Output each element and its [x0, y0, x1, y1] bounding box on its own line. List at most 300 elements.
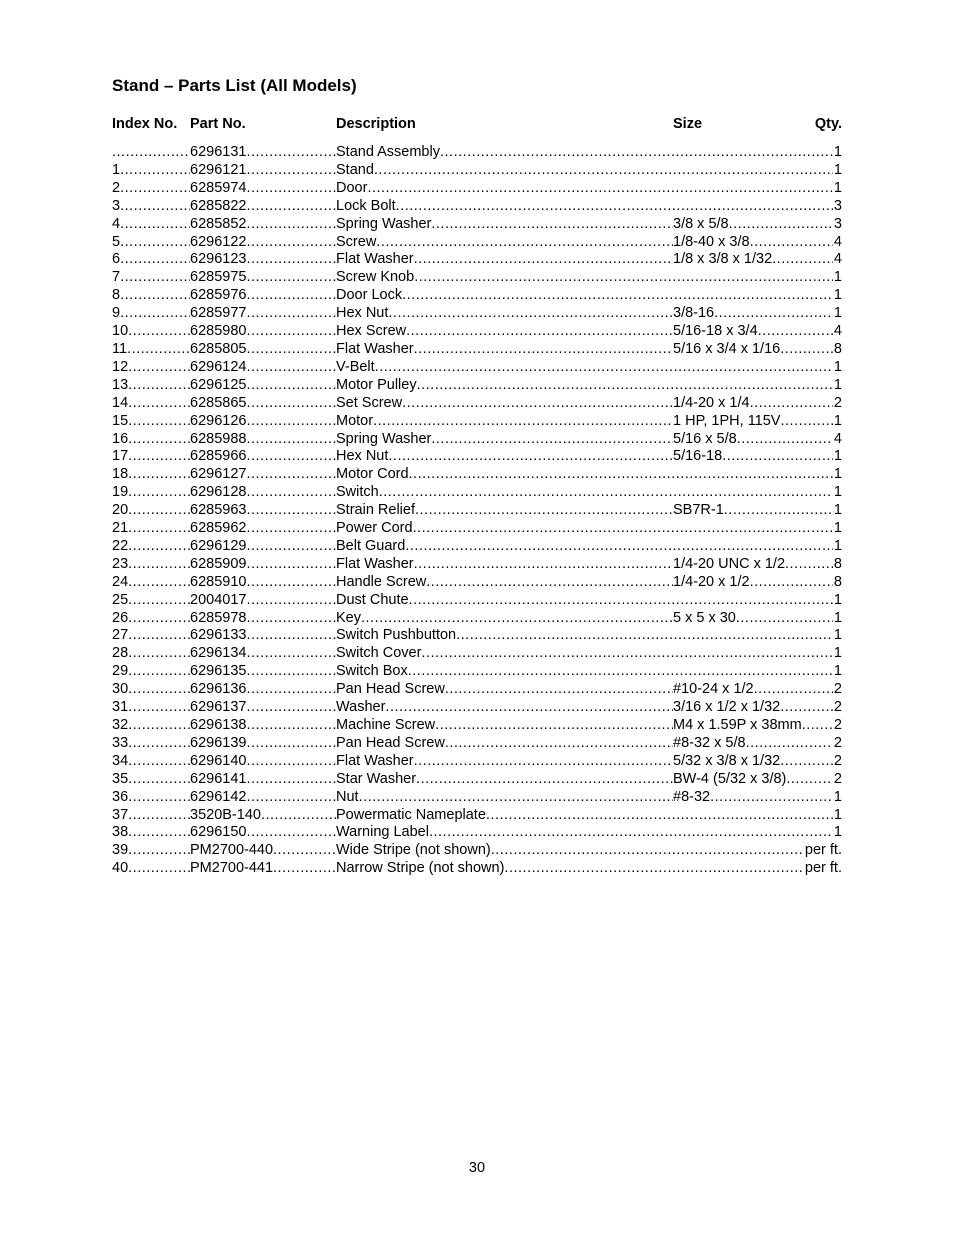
table-row — [112, 556, 842, 574]
index-number: 30 — [112, 681, 129, 698]
part-description-cell — [336, 180, 842, 198]
part-size: SB7R-1 — [673, 502, 724, 519]
table-row — [112, 198, 842, 216]
index-number-cell — [112, 234, 190, 252]
dot-leader — [388, 305, 673, 323]
index-number-cell — [112, 431, 190, 449]
part-size-cell — [673, 341, 842, 359]
dot-leader — [128, 359, 190, 377]
part-number-cell — [190, 341, 336, 359]
part-description-cell — [336, 860, 842, 878]
dot-leader — [414, 341, 673, 359]
dot-leader — [128, 842, 190, 860]
dot-leader — [128, 377, 190, 395]
index-number-cell — [112, 287, 190, 305]
part-qty: 1 — [833, 179, 842, 196]
part-description-cell — [336, 735, 673, 753]
part-number-cell — [190, 448, 336, 466]
index-number-cell — [112, 466, 190, 484]
index-number-cell — [112, 735, 190, 753]
part-number: 6296138 — [190, 717, 247, 733]
part-column-header: Part No. — [190, 116, 246, 132]
dot-leader — [120, 198, 190, 216]
part-description-cell — [336, 484, 842, 502]
part-description: Flat Washer — [336, 251, 414, 268]
part-number: 6285974 — [190, 179, 247, 196]
dot-leader — [128, 502, 190, 520]
part-description-cell — [336, 413, 673, 431]
part-size-cell — [673, 413, 842, 431]
part-number: 6296121 — [190, 161, 247, 178]
dot-leader — [112, 144, 190, 162]
dot-leader — [746, 735, 842, 753]
part-number-cell — [190, 323, 336, 341]
dot-leader — [374, 162, 842, 180]
index-number: 31 — [112, 699, 129, 716]
index-number: 25 — [112, 591, 129, 608]
part-number-cell — [190, 753, 336, 771]
part-number: 6296129 — [190, 537, 247, 554]
part-description-cell — [336, 341, 673, 359]
part-number-cell — [190, 413, 336, 431]
part-description-cell — [336, 842, 842, 860]
part-description: Hex Screw — [336, 323, 407, 340]
part-number: 6285966 — [190, 448, 247, 465]
part-size-cell — [673, 234, 842, 252]
part-description-cell — [336, 753, 673, 771]
part-number-cell — [190, 627, 336, 645]
dot-leader — [435, 717, 673, 735]
part-number-cell — [190, 860, 336, 878]
table-row — [112, 538, 842, 556]
index-number-cell — [112, 502, 190, 520]
part-description: Screw Knob — [336, 269, 415, 286]
index-number-cell — [112, 198, 190, 216]
dot-leader — [246, 824, 336, 842]
part-number-cell — [190, 269, 336, 287]
dot-leader — [120, 305, 190, 323]
dot-leader — [405, 538, 842, 556]
dot-leader — [120, 180, 190, 198]
part-description-cell — [336, 395, 673, 413]
part-description-cell — [336, 520, 842, 538]
dot-leader — [120, 269, 190, 287]
part-description: Strain Relief — [336, 502, 415, 519]
part-number: 6296128 — [190, 484, 247, 501]
part-description: Powermatic Nameplate — [336, 806, 486, 823]
dot-leader — [246, 251, 336, 269]
part-number-cell — [190, 234, 336, 252]
part-number: 6285909 — [190, 555, 247, 572]
dot-leader — [246, 789, 336, 807]
dot-leader — [246, 162, 336, 180]
part-description-cell — [336, 502, 673, 520]
table-row — [112, 860, 842, 878]
part-number: 6285976 — [190, 287, 247, 304]
dot-leader — [429, 824, 842, 842]
dot-leader — [128, 574, 190, 592]
dot-leader — [246, 645, 336, 663]
table-row — [112, 287, 842, 305]
part-size: #10-24 x 1/2 — [673, 681, 754, 698]
table-row — [112, 842, 842, 860]
part-description: Spring Washer — [336, 215, 432, 232]
index-number-cell — [112, 377, 190, 395]
index-number: 37 — [112, 806, 129, 823]
part-qty: 2 — [833, 394, 842, 411]
part-number: 6285865 — [190, 394, 247, 411]
part-description: Pan Head Screw — [336, 734, 445, 751]
dot-leader — [246, 592, 336, 610]
dot-leader — [246, 502, 336, 520]
part-number-cell — [190, 520, 336, 538]
dot-leader — [128, 771, 190, 789]
dot-leader — [246, 627, 336, 645]
part-number: 6296135 — [190, 663, 247, 680]
part-number: 6296131 — [190, 144, 247, 160]
part-size-cell — [673, 771, 842, 789]
table-row — [112, 610, 842, 628]
dot-leader — [246, 377, 336, 395]
dot-leader — [128, 645, 190, 663]
part-description-cell — [336, 466, 842, 484]
part-qty: 1 — [833, 609, 842, 626]
dot-leader — [120, 287, 190, 305]
dot-leader — [246, 359, 336, 377]
table-row — [112, 753, 842, 771]
part-description: Hex Nut — [336, 305, 389, 322]
part-number: 6296150 — [190, 824, 247, 841]
dot-leader — [431, 431, 673, 449]
dot-leader — [456, 627, 842, 645]
index-number-cell — [112, 269, 190, 287]
dot-leader — [736, 610, 842, 628]
part-size-cell — [673, 502, 842, 520]
part-size: 1/4-20 x 1/2 — [673, 573, 750, 590]
part-size-cell — [673, 789, 842, 807]
index-number: 17 — [112, 448, 129, 465]
part-description-cell — [336, 162, 842, 180]
part-description: Motor Pulley — [336, 376, 417, 393]
dot-leader — [128, 681, 190, 699]
index-number-cell — [112, 323, 190, 341]
dot-leader — [128, 323, 190, 341]
index-number-cell — [112, 592, 190, 610]
index-number: 11 — [112, 340, 128, 357]
description-column-header: Description — [336, 116, 416, 132]
dot-leader — [486, 807, 842, 825]
index-number-cell — [112, 842, 190, 860]
dot-leader — [402, 287, 842, 305]
part-description-cell — [336, 574, 673, 592]
dot-leader — [750, 574, 842, 592]
part-number: 6296126 — [190, 412, 247, 429]
dot-leader — [724, 502, 842, 520]
part-number-cell — [190, 735, 336, 753]
part-number: 6296141 — [190, 770, 247, 787]
part-size: 5/16-18 — [673, 448, 723, 465]
dot-leader — [440, 144, 842, 162]
part-size-cell — [673, 681, 842, 699]
part-description: Flat Washer — [336, 555, 414, 572]
part-number-cell — [190, 842, 336, 860]
index-number-cell — [112, 753, 190, 771]
qty-column-header: Qty. — [814, 116, 842, 132]
index-number: 2 — [112, 179, 121, 196]
part-number: 6285978 — [190, 609, 247, 626]
dot-leader — [246, 448, 336, 466]
dot-leader — [246, 735, 336, 753]
index-number-cell — [112, 681, 190, 699]
dot-leader — [426, 574, 673, 592]
part-number-cell — [190, 717, 336, 735]
dot-leader — [246, 305, 336, 323]
table-row — [112, 771, 842, 789]
dot-leader — [491, 842, 842, 860]
part-number-cell — [190, 538, 336, 556]
dot-leader — [128, 735, 190, 753]
index-number: 9 — [112, 305, 121, 322]
part-description: Key — [336, 609, 361, 626]
dot-leader — [128, 824, 190, 842]
dot-leader — [128, 627, 190, 645]
part-description: Lock Bolt — [336, 197, 396, 214]
dot-leader — [445, 735, 673, 753]
dot-leader — [409, 466, 842, 484]
dot-leader — [246, 269, 336, 287]
part-size: 1/8-40 x 3/8 — [673, 233, 750, 250]
part-qty: 1 — [833, 466, 842, 483]
index-number: 10 — [112, 323, 129, 340]
index-number: 24 — [112, 573, 129, 590]
dot-leader — [246, 538, 336, 556]
dot-leader — [128, 789, 190, 807]
part-number-cell — [190, 377, 336, 395]
part-number-cell — [190, 198, 336, 216]
part-size-cell — [673, 251, 842, 269]
part-number: 3520B-140 — [190, 806, 261, 823]
index-number-cell — [112, 359, 190, 377]
dot-leader — [361, 610, 673, 628]
part-qty: 4 — [833, 251, 842, 268]
part-description: Star Washer — [336, 770, 417, 787]
part-size: 3/16 x 1/2 x 1/32 — [673, 699, 781, 716]
part-description-cell — [336, 269, 842, 287]
part-number-cell — [190, 305, 336, 323]
part-number: 6285988 — [190, 430, 247, 447]
table-row — [112, 789, 842, 807]
part-description: Belt Guard — [336, 537, 406, 554]
part-qty: 2 — [833, 752, 842, 769]
part-description-cell — [336, 216, 673, 234]
part-size-cell — [673, 610, 842, 628]
dot-leader — [273, 842, 336, 860]
part-size-cell — [673, 574, 842, 592]
part-description: Motor — [336, 412, 374, 429]
part-qty: 1 — [833, 358, 842, 375]
dot-leader — [421, 645, 842, 663]
part-description: Stand Assembly — [336, 144, 440, 160]
part-size: 1/8 x 3/8 x 1/32 — [673, 251, 773, 268]
index-number-cell — [112, 610, 190, 628]
part-description-cell — [336, 377, 842, 395]
part-size-cell — [673, 753, 842, 771]
table-row — [112, 574, 842, 592]
dot-leader — [246, 574, 336, 592]
part-description: Hex Nut — [336, 448, 389, 465]
part-number-cell — [190, 574, 336, 592]
index-number-cell — [112, 789, 190, 807]
index-number-cell — [112, 771, 190, 789]
dot-leader — [128, 699, 190, 717]
dot-leader — [246, 699, 336, 717]
dot-leader — [246, 431, 336, 449]
part-qty: 1 — [833, 412, 842, 429]
part-description: Flat Washer — [336, 752, 414, 769]
index-number-cell — [112, 144, 190, 162]
dot-leader — [445, 681, 673, 699]
index-number-cell — [112, 860, 190, 878]
dot-leader — [128, 556, 190, 574]
table-row — [112, 359, 842, 377]
part-description: Stand — [336, 161, 374, 178]
index-number: 20 — [112, 502, 129, 519]
part-size: 3/8-16 — [673, 305, 715, 322]
dot-leader — [737, 431, 842, 449]
part-description-cell — [336, 287, 842, 305]
dot-leader — [261, 807, 336, 825]
part-qty: 1 — [833, 484, 842, 501]
dot-leader — [414, 269, 842, 287]
part-qty: 8 — [833, 573, 842, 590]
dot-leader — [409, 592, 842, 610]
dot-leader — [710, 789, 842, 807]
part-number: 6296127 — [190, 466, 247, 483]
part-qty: 3 — [833, 215, 842, 232]
part-number: 6296134 — [190, 645, 247, 662]
index-number: 23 — [112, 555, 129, 572]
table-row — [112, 448, 842, 466]
parts-list-header — [112, 116, 842, 134]
dot-leader — [714, 305, 842, 323]
dot-leader — [128, 413, 190, 431]
index-number: 3 — [112, 197, 121, 214]
part-description-cell — [336, 448, 673, 466]
part-description-cell — [336, 431, 673, 449]
index-number: 40 — [112, 860, 129, 877]
part-number-cell — [190, 824, 336, 842]
table-row — [112, 735, 842, 753]
part-description: Wide Stripe (not shown) — [336, 842, 491, 859]
dot-leader — [246, 484, 336, 502]
dot-leader — [246, 520, 336, 538]
dot-leader — [128, 395, 190, 413]
index-number: 28 — [112, 645, 129, 662]
table-row — [112, 341, 842, 359]
part-number: 6296125 — [190, 376, 247, 393]
part-description: Nut — [336, 788, 359, 805]
index-number-cell — [112, 556, 190, 574]
parts-list — [112, 144, 842, 878]
part-description: Set Screw — [336, 394, 403, 411]
index-number: 16 — [112, 430, 129, 447]
index-number-cell — [112, 663, 190, 681]
part-number-cell — [190, 395, 336, 413]
index-number: 19 — [112, 484, 129, 501]
index-number: 12 — [112, 358, 129, 375]
part-description-cell — [336, 538, 842, 556]
table-row — [112, 807, 842, 825]
dot-leader — [246, 180, 336, 198]
dot-leader — [246, 681, 336, 699]
part-description-cell — [336, 234, 673, 252]
part-description-cell — [336, 824, 842, 842]
part-number: 6296124 — [190, 358, 247, 375]
part-number: 6296140 — [190, 752, 247, 769]
part-description: Washer — [336, 699, 386, 716]
part-description-cell — [336, 305, 673, 323]
index-number-cell — [112, 717, 190, 735]
part-number-cell — [190, 502, 336, 520]
part-number: 6285977 — [190, 305, 247, 322]
part-description-cell — [336, 610, 673, 628]
part-number: 6285805 — [190, 340, 247, 357]
table-row — [112, 663, 842, 681]
dot-leader — [388, 448, 673, 466]
index-number-cell — [112, 251, 190, 269]
part-number-cell — [190, 466, 336, 484]
dot-leader — [120, 251, 190, 269]
index-number: 7 — [112, 269, 121, 286]
index-number-cell — [112, 216, 190, 234]
page-number: 30 — [468, 1160, 486, 1176]
dot-leader — [754, 681, 842, 699]
index-number: 5 — [112, 233, 121, 250]
part-number-cell — [190, 180, 336, 198]
part-description: Flat Washer — [336, 340, 414, 357]
index-number: 39 — [112, 842, 129, 859]
part-description: Switch Box — [336, 663, 408, 680]
dot-leader — [128, 520, 190, 538]
part-description: Screw — [336, 233, 377, 250]
dot-leader — [246, 287, 336, 305]
table-row — [112, 592, 842, 610]
part-description-cell — [336, 627, 842, 645]
part-description-cell — [336, 681, 673, 699]
part-number: 6296123 — [190, 251, 247, 268]
index-number: 18 — [112, 466, 129, 483]
part-number: PM2700-441 — [190, 860, 274, 877]
table-row — [112, 180, 842, 198]
part-description-cell — [336, 144, 842, 162]
index-number: 29 — [112, 663, 129, 680]
part-qty: 1 — [833, 663, 842, 680]
part-size-cell — [673, 699, 842, 717]
index-number: 1 — [112, 161, 121, 178]
dot-leader — [128, 753, 190, 771]
dot-leader — [120, 216, 190, 234]
part-qty: 1 — [833, 448, 842, 465]
part-number: 6285852 — [190, 215, 247, 232]
table-row — [112, 305, 842, 323]
index-number-cell — [112, 180, 190, 198]
part-number: 6285975 — [190, 269, 247, 286]
part-number-cell — [190, 699, 336, 717]
part-qty: 2 — [833, 699, 842, 716]
dot-leader — [128, 717, 190, 735]
dot-leader — [416, 771, 673, 789]
dot-leader — [120, 234, 190, 252]
